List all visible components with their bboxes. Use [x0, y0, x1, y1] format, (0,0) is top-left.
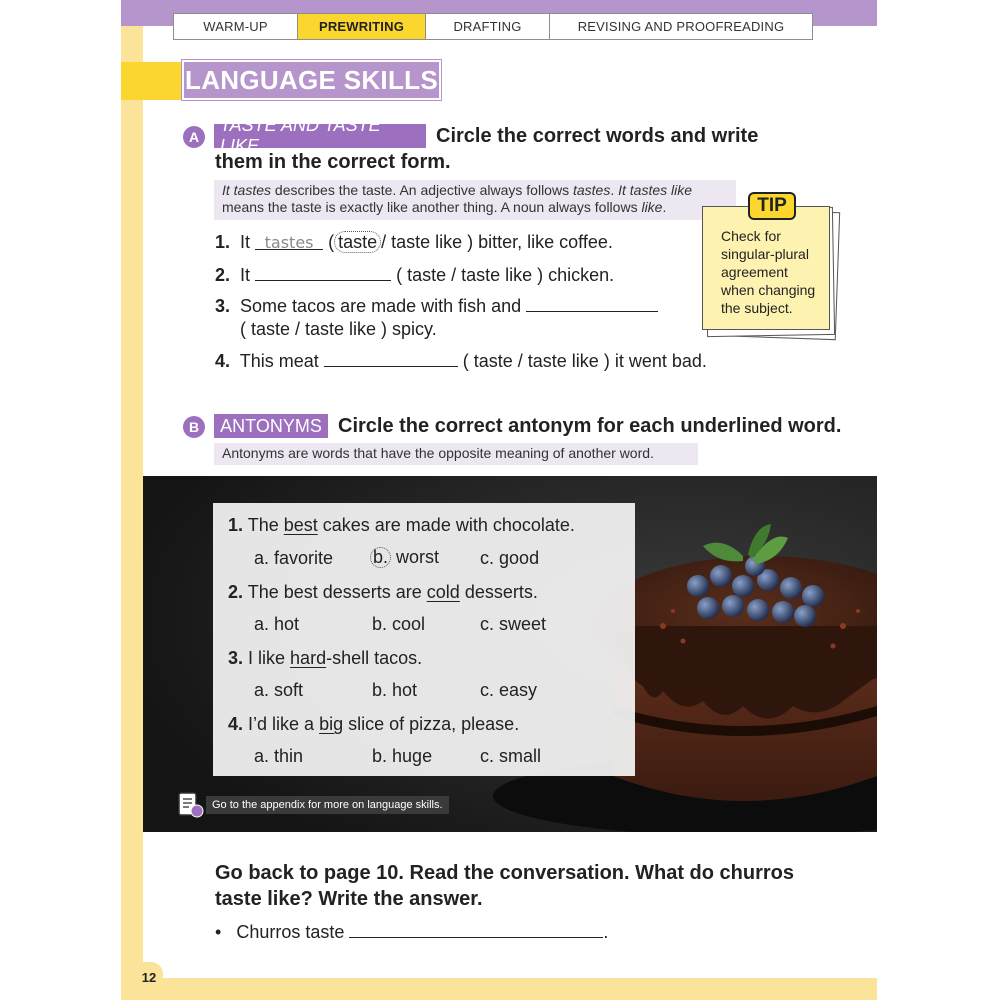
option-text: huge: [392, 746, 433, 766]
question-text: slice of pizza, please.: [343, 714, 520, 734]
tip-line: the subject.: [721, 300, 793, 316]
tab-warm-up[interactable]: WARM-UP: [174, 14, 298, 39]
tip-line: singular-plural: [721, 246, 809, 262]
item-text: (: [328, 232, 335, 252]
final-task-line-2: taste like? Write the answer.: [215, 888, 483, 910]
underlined-word: cold: [426, 582, 460, 602]
item-text: Some tacos are made with fish and: [240, 296, 522, 316]
note-italic: tastes: [572, 182, 611, 198]
section-a-label: TASTE AND TASTE LIKE: [214, 124, 426, 148]
answer-blank[interactable]: [255, 264, 391, 281]
antonym-question-3: [228, 648, 422, 669]
note-line-1: [222, 182, 728, 199]
antonym-questions-box: [213, 503, 635, 776]
option-text: hot: [274, 614, 300, 634]
bottom-bar: [143, 978, 877, 1000]
item-text: ( taste / taste like ) it went bad.: [462, 351, 707, 371]
appendix-text: Go to the appendix for more on language skills.: [206, 796, 449, 814]
option-text: sweet: [499, 614, 547, 634]
item-text: ( taste / taste like ) chicken.: [396, 265, 615, 285]
option-2a[interactable]: [254, 614, 299, 635]
item-text: / taste like ) bitter, like coffee.: [381, 232, 613, 252]
option-label: c.: [480, 746, 495, 766]
option-text: hot: [392, 680, 418, 700]
option-1b[interactable]: [370, 547, 439, 568]
option-label: a.: [254, 548, 270, 568]
option-4b[interactable]: [372, 746, 432, 767]
question-text: cakes are made with chocolate.: [317, 515, 575, 535]
note-line-2: [222, 199, 728, 216]
left-margin-bar: [121, 0, 143, 1000]
section-a-note: [214, 180, 736, 220]
option-text: soft: [274, 680, 304, 700]
item-number: 4.: [215, 351, 231, 371]
exercise-a-item-3-line-2: ( taste / taste like ) spicy.: [240, 319, 437, 339]
item-text: It: [240, 232, 251, 252]
option-label: b.: [372, 680, 388, 700]
tip-line: agreement: [721, 264, 788, 280]
option-2b[interactable]: [372, 614, 425, 635]
step-tabs: [173, 13, 813, 40]
antonym-question-1: [228, 515, 575, 536]
option-label: a.: [254, 680, 270, 700]
item-text: It: [240, 265, 251, 285]
option-text: good: [499, 548, 540, 568]
option-text: cool: [392, 614, 426, 634]
underlined-word: hard: [290, 648, 327, 668]
note-italic: It tastes: [222, 182, 272, 198]
option-label: a.: [254, 746, 270, 766]
notebook-icon: [176, 791, 206, 819]
final-task-answer: [215, 921, 608, 943]
option-label: c.: [480, 614, 495, 634]
tip-badge: TIP: [748, 192, 796, 220]
section-title: LANGUAGE SKILLS: [185, 64, 438, 95]
section-a-instruction-1: [436, 125, 758, 148]
option-label: b.: [372, 614, 388, 634]
option-3b[interactable]: [372, 680, 417, 701]
note-text: .: [662, 199, 667, 215]
tip-line: Check for: [721, 228, 781, 244]
option-text: worst: [396, 547, 440, 567]
question-text: I like: [248, 648, 291, 668]
section-a-letter: A: [183, 126, 205, 148]
item-number: 2.: [228, 582, 244, 602]
period: .: [603, 922, 609, 942]
item-number: 2.: [215, 265, 231, 285]
option-1a[interactable]: [254, 548, 333, 569]
tab-prewriting[interactable]: PREWRITING: [298, 14, 426, 39]
note-text: describes the taste. An adjective always follows: [271, 182, 573, 198]
question-text: The: [247, 515, 284, 535]
item-number: 3.: [228, 648, 244, 668]
question-text: -shell tacos.: [326, 648, 423, 668]
instruction-text: Circle the correct words and: [436, 125, 707, 147]
antonym-question-4: [228, 714, 519, 735]
option-1c[interactable]: [480, 548, 539, 569]
section-b-label: ANTONYMS: [214, 414, 328, 438]
option-text: small: [499, 746, 542, 766]
item-number: 1.: [215, 232, 231, 252]
note-text: means the taste is exactly like another thing. A noun always follows: [222, 199, 642, 215]
option-text: favorite: [274, 548, 334, 568]
option-4a[interactable]: [254, 746, 303, 767]
question-text: desserts.: [459, 582, 538, 602]
circled-option[interactable]: taste: [334, 231, 381, 253]
question-text: The best desserts are: [247, 582, 427, 602]
exercise-a-item-1: [215, 232, 613, 253]
bullet: •: [215, 922, 222, 942]
note-text: .: [610, 182, 619, 198]
answer-blank[interactable]: [349, 921, 603, 938]
underlined-word: big: [319, 714, 344, 734]
option-3c[interactable]: [480, 680, 537, 701]
option-label: a.: [254, 614, 270, 634]
tab-drafting[interactable]: DRAFTING: [426, 14, 550, 39]
option-text: easy: [499, 680, 538, 700]
item-number: 4.: [228, 714, 244, 734]
note-italic: like: [641, 199, 663, 215]
section-b-instruction: Circle the correct antonym for each underlined word.: [338, 415, 842, 437]
answer-blank[interactable]: [324, 350, 458, 367]
instruction-text-cont: write: [711, 125, 759, 147]
tab-revising-and-proofreading[interactable]: REVISING AND PROOFREADING: [577, 19, 785, 34]
section-b-letter: B: [183, 416, 205, 438]
exercise-a-item-2: [215, 264, 614, 286]
final-task-line-1: Go back to page 10. Read the conversation. What do churros: [215, 862, 795, 884]
option-2c[interactable]: [480, 614, 546, 635]
item-text: This meat: [239, 351, 319, 371]
appendix-note[interactable]: [176, 793, 449, 817]
page-number: 12: [135, 962, 163, 992]
option-text: thin: [274, 746, 304, 766]
section-b-note: Antonyms are words that have the opposite meaning of another word.: [214, 443, 698, 465]
option-4c[interactable]: [480, 746, 541, 767]
option-label: b.: [372, 746, 388, 766]
tip-note: [702, 206, 830, 330]
note-italic: It tastes like: [618, 182, 693, 198]
option-label: c.: [480, 548, 495, 568]
exercise-a-item-3: [215, 295, 658, 317]
item-number: 1.: [228, 515, 244, 535]
item-number: 3.: [215, 296, 231, 316]
exercise-a-item-4: [215, 350, 707, 372]
section-a-instruction-2: them in the correct form.: [215, 151, 451, 173]
antonym-question-2: [228, 582, 538, 603]
underlined-word: best: [283, 515, 318, 535]
option-3a[interactable]: [254, 680, 303, 701]
option-label: c.: [480, 680, 495, 700]
question-text: I’d like a: [248, 714, 320, 734]
answer-prompt: Churros taste: [236, 922, 345, 942]
answer-blank[interactable]: [526, 295, 658, 312]
tip-line: when changing: [721, 282, 816, 298]
answer-blank[interactable]: tastes: [255, 233, 323, 250]
circled-option-label: b.: [370, 547, 391, 568]
